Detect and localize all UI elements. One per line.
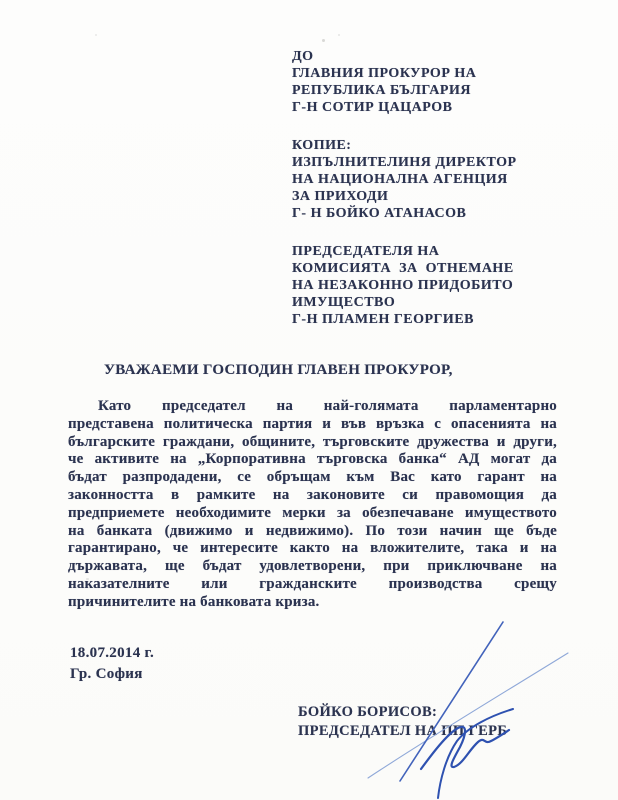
recipient-line: ГЛАВНИЯ ПРОКУРОР НА	[292, 66, 477, 81]
signer-block	[298, 703, 507, 740]
letter-city: Гр. София	[70, 666, 143, 682]
body-line: Като председател на най-голямата парламентарно	[98, 398, 557, 414]
body-line: наказателните или гражданските производства срещу	[68, 575, 557, 592]
recipient-line: Г-Н СОТИР ЦАЦАРОВ	[292, 100, 453, 115]
body-line: българските граждани, общините, търговските дружества и други,	[68, 433, 557, 450]
salutation: УВАЖАЕМИ ГОСПОДИН ГЛАВЕН ПРОКУРОР,	[104, 362, 453, 378]
recipient-block	[292, 48, 562, 116]
copy-line: КОМИСИЯТА ЗА ОТНЕМАНЕ	[292, 261, 514, 276]
copy-line: ИЗПЪЛНИТЕЛИНЯ ДИРЕКТОР	[292, 155, 517, 170]
copy-line: ИМУЩЕСТВО	[292, 295, 396, 310]
copy-line: КОПИЕ:	[292, 138, 352, 153]
copy-line: ПРЕДСЕДАТЕЛЯ НА	[292, 244, 440, 259]
copy-block-nra	[292, 137, 562, 222]
copy-block-commission	[292, 243, 562, 328]
signer-title: ПРЕДСЕДАТЕЛ НА ПП ГЕРБ	[298, 722, 508, 739]
body-line: гарантирано, че интересите както на вложителите, така и на	[68, 540, 557, 557]
copy-line: Г-Н ПЛАМЕН ГЕОРГИЕВ	[292, 312, 474, 327]
recipient-line: РЕПУБЛИКА БЪЛГАРИЯ	[292, 83, 471, 98]
date-block	[70, 643, 154, 685]
body-line: държавата, ще бъдат удовлетворени, при приключване на	[68, 558, 557, 575]
signer-name: БОЙКО БОРИСОВ:	[298, 704, 438, 720]
copy-line: ЗА ПРИХОДИ	[292, 189, 389, 204]
scan-speck	[338, 34, 340, 36]
scan-speck	[322, 39, 325, 42]
body-line: че активите на „Корпоративна търговска банка“ АД могат да	[68, 451, 557, 468]
body-line: бъдат разпродадени, се обръщам към Вас като гарант на	[68, 469, 557, 486]
copy-line: Г- Н БОЙКО АТАНАСОВ	[292, 206, 467, 221]
copy-line: НА НЕЗАКОННО ПРИДОБИТО	[292, 278, 514, 293]
letter-date: 18.07.2014 г.	[70, 645, 155, 661]
body-line: предприемете необходимите мерки за обезпечаване имуществото	[68, 504, 557, 521]
body-line: причинителите на банковата криза.	[68, 593, 320, 610]
address-blocks	[292, 48, 562, 349]
body-line: законността в рамките на законовите си правомощия да	[68, 486, 557, 503]
body-line: на банката (движимо и недвижимо). По този начин ще бъде	[68, 522, 557, 539]
body-line: представена политическа партия и във връзка с опасенията на	[68, 415, 557, 432]
recipient-line: ДО	[292, 49, 314, 64]
scan-speck	[86, 578, 89, 580]
scan-speck	[95, 34, 97, 36]
body-paragraph	[68, 398, 557, 612]
copy-line: НА НАЦИОНАЛНА АГЕНЦИЯ	[292, 172, 508, 187]
